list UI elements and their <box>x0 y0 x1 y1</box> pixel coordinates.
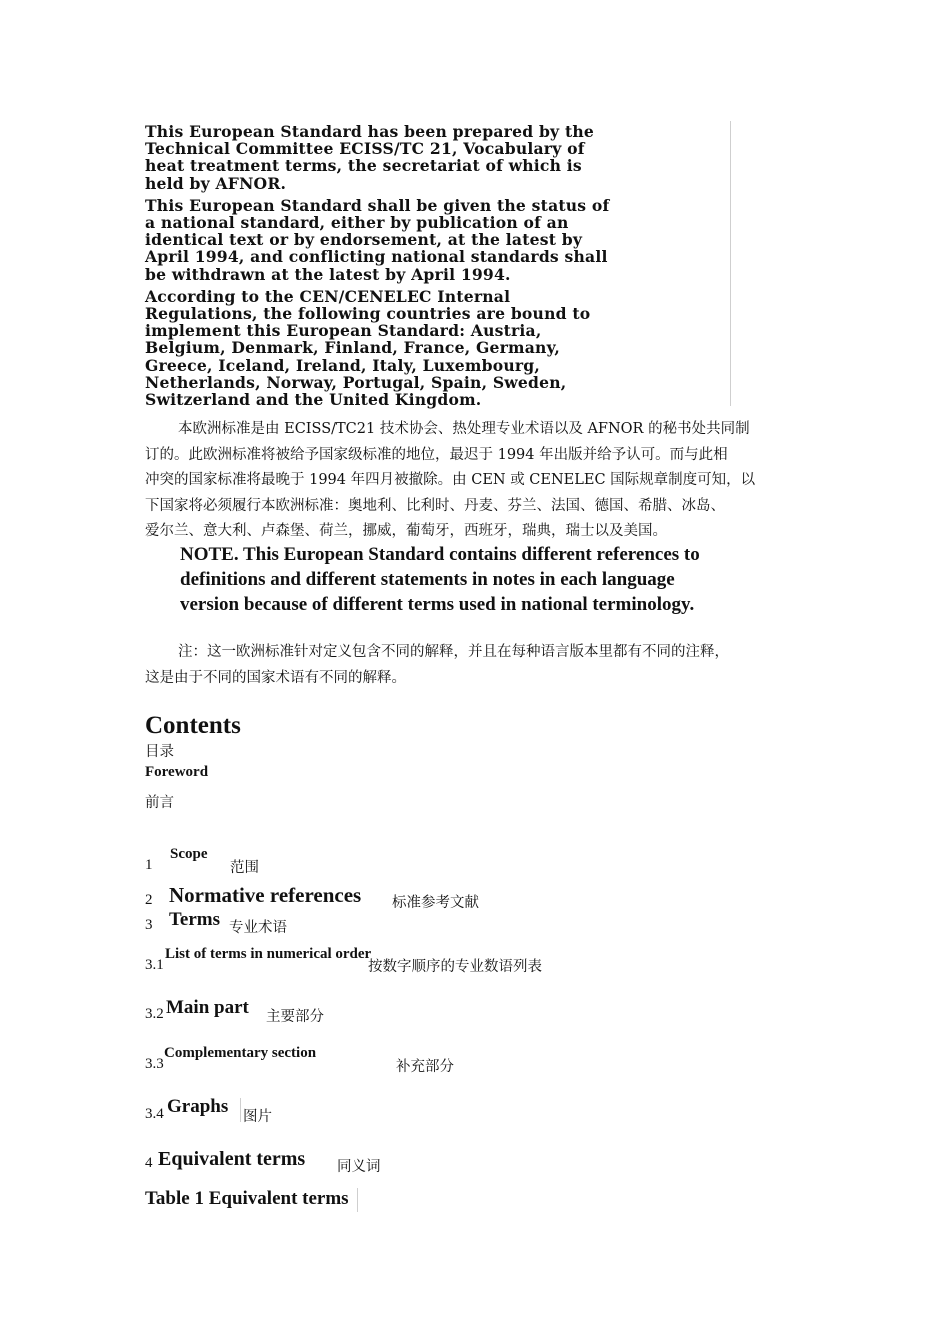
toc-title: Equivalent terms <box>158 1148 306 1170</box>
intro-paragraph-2 <box>145 197 609 283</box>
foreword-title-cn: 前言 <box>145 795 174 811</box>
note-line: version because of different terms used in national terminology. <box>180 594 695 615</box>
table-caption: Table 1 Equivalent terms <box>145 1188 349 1209</box>
contents-title: Contents <box>145 712 241 739</box>
toc-title-cn: 图片 <box>243 1109 272 1125</box>
intro-line: heat treatment terms, the secretariat of which is <box>145 156 582 176</box>
toc-title-cn: 按数字顺序的专业数语列表 <box>368 959 542 975</box>
cn-note-line: 这是由于不同的国家术语有不同的解释。 <box>145 669 406 686</box>
contents-title-cn: 目录 <box>145 744 174 760</box>
scan-edge-divider <box>730 121 731 406</box>
intro-line: a national standard, either by publication of an <box>145 213 569 233</box>
toc-title-cn: 同义词 <box>337 1159 381 1175</box>
intro-paragraph-1 <box>145 123 609 192</box>
toc-number: 2 <box>145 892 153 908</box>
cn-note-line: 注：这一欧洲标准针对定义包含不同的解释，并且在每种语言版本里都有不同的注释， <box>178 644 729 660</box>
english-intro-block <box>145 123 609 413</box>
toc-number: 3.2 <box>145 1006 164 1022</box>
intro-line: implement this European Standard: Austria, <box>145 321 542 341</box>
intro-line: According to the CEN/CENELEC Internal <box>145 286 511 306</box>
toc-title: Graphs <box>167 1096 229 1117</box>
cn-intro-line: 订的。此欧洲标准将被给予国家级标准的地位，最迟于 1994 年出版并给予认可。而与此相 <box>145 446 728 463</box>
toc-number: 3.4 <box>145 1106 164 1122</box>
intro-line: Greece, Iceland, Ireland, Italy, Luxembourg, <box>145 355 541 375</box>
toc-number: 1 <box>145 857 153 873</box>
intro-line: This European Standard has been prepared by the <box>145 122 595 141</box>
scan-edge-divider <box>240 1098 241 1122</box>
cn-intro-line: 冲突的国家标准将最晚于 1994 年四月被撤除。由 CEN 或 CENELEC 国际规章制度可知，以 <box>145 472 756 489</box>
intro-paragraph-3 <box>145 288 609 408</box>
toc-number: 4 <box>145 1155 153 1171</box>
intro-line: identical text or by endorsement, at the latest by <box>145 230 583 250</box>
intro-line: This European Standard shall be given the status of <box>145 195 610 215</box>
toc-title: Main part <box>166 997 249 1018</box>
toc-title: Normative references <box>169 883 362 907</box>
intro-line: held by AFNOR. <box>145 173 287 193</box>
intro-line: Netherlands, Norway, Portugal, Spain, Sweden, <box>145 372 567 392</box>
scan-edge-divider <box>357 1188 358 1212</box>
chinese-intro-block <box>145 417 755 545</box>
toc-number: 3.1 <box>145 957 164 973</box>
intro-line: be withdrawn at the latest by April 1994. <box>145 264 511 284</box>
chinese-note-block <box>145 640 729 691</box>
intro-line: Switzerland and the United Kingdom. <box>145 390 482 410</box>
toc-title-cn: 范围 <box>230 860 259 876</box>
note-line: definitions and different statements in notes in each language <box>180 569 675 590</box>
note-line: NOTE. This European Standard contains different references to <box>180 544 700 565</box>
foreword-title: Foreword <box>145 764 209 780</box>
intro-line: Technical Committee ECISS/TC 21, Vocabulary of <box>145 139 585 159</box>
toc-number: 3 <box>145 917 153 933</box>
toc-title-cn: 专业术语 <box>229 920 287 936</box>
toc-title: Terms <box>169 909 221 930</box>
toc-title-cn: 主要部分 <box>266 1009 324 1025</box>
intro-line: April 1994, and conflicting national standards shall <box>145 247 608 267</box>
cn-intro-line: 爱尔兰、意大利、卢森堡、荷兰，挪威，葡萄牙，西班牙，瑞典，瑞士以及美国。 <box>145 523 667 540</box>
toc-title: List of terms in numerical order <box>165 946 372 962</box>
english-note-block <box>180 542 700 617</box>
toc-title: Scope <box>170 846 208 862</box>
toc-number: 3.3 <box>145 1056 164 1072</box>
cn-intro-line: 下国家将必须履行本欧洲标准：奥地利、比利时、丹麦、芬兰、法国、德国、希腊、冰岛、 <box>145 497 725 514</box>
toc-title: Complementary section <box>164 1045 317 1061</box>
toc-title-cn: 补充部分 <box>396 1059 454 1075</box>
cn-intro-line: 本欧洲标准是由 ECISS/TC21 技术协会、热处理专业术语以及 AFNOR 的秘书处共同制 <box>178 421 750 437</box>
intro-line: Belgium, Denmark, Finland, France, Germany, <box>145 338 560 358</box>
toc-title-cn: 标准参考文献 <box>392 895 479 911</box>
intro-line: Regulations, the following countries are bound to <box>145 304 591 324</box>
